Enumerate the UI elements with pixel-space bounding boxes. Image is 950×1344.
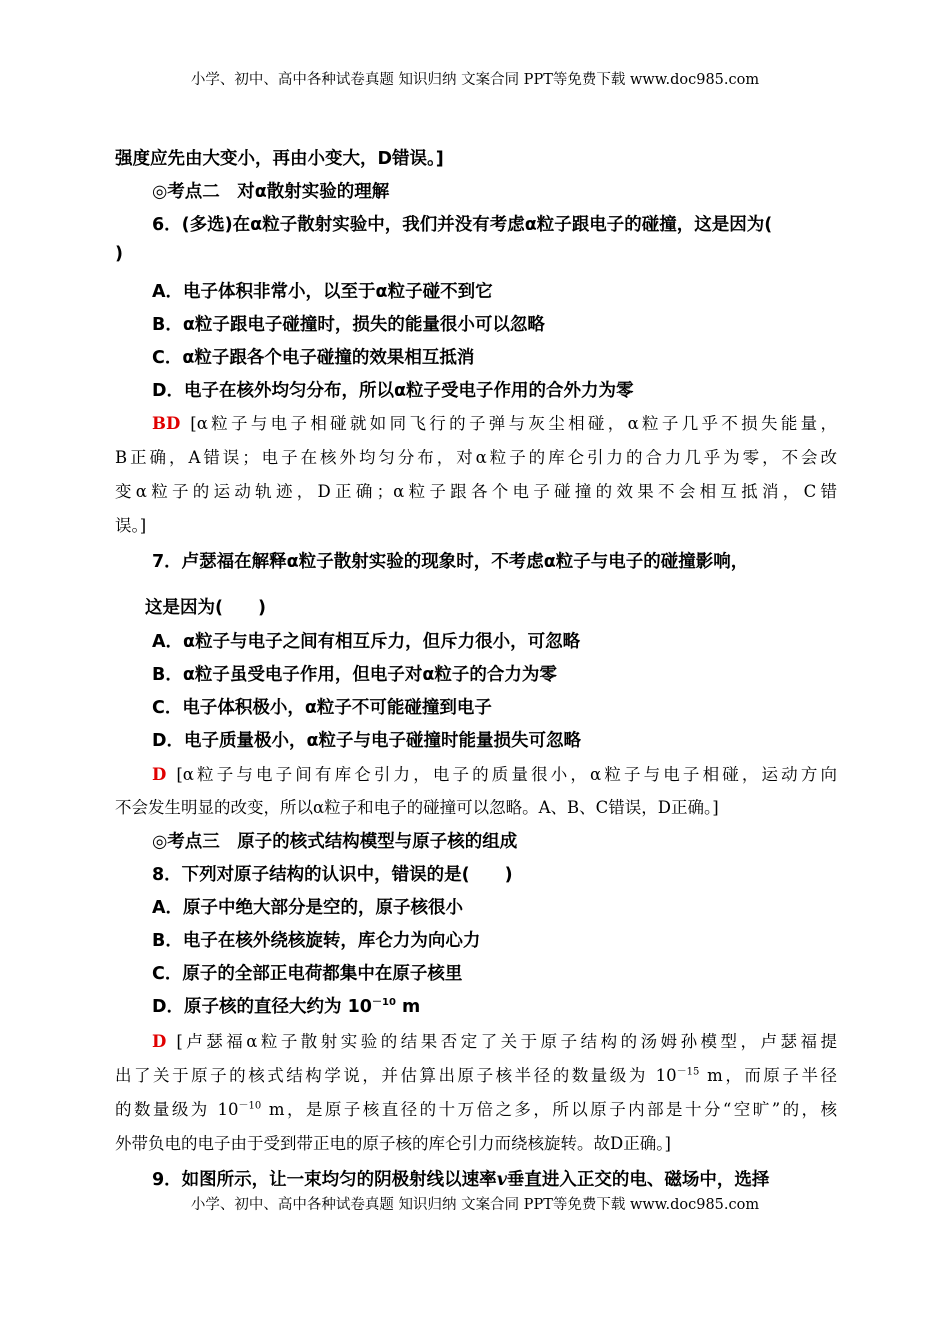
question-8-option-c: C．原子的全部正电荷都集中在原子核里 [152, 964, 463, 984]
answer-7-line-2: 不会发生明显的改变，所以α粒子和电子的碰撞可以忽略。A、B、C错误，D正确。] [115, 798, 719, 817]
option-text: D．原子核的直径大约为 10 [152, 997, 372, 1017]
question-9-stem [152, 1166, 837, 1191]
question-7-stem-end: 这是因为( ) [145, 598, 266, 618]
question-6-option-b: B．α粒子跟电子碰撞时，损失的能量很小可以忽略 [152, 315, 545, 335]
answer-6-line-1 [152, 410, 837, 434]
answer-8-line-3 [115, 1096, 837, 1120]
answer-6-text: [α粒子与电子相碰就如同飞行的子弹与灰尘相碰，α粒子几乎不损失能量， [190, 414, 837, 433]
answer-7-line-1 [152, 761, 837, 785]
answer-8-key: D [152, 1032, 167, 1051]
question-6-option-d: D．电子在核外均匀分布，所以α粒子受电子作用的合外力为零 [152, 381, 634, 401]
answer-8-line-1 [152, 1028, 837, 1052]
question-8-option-d [152, 993, 874, 1018]
answer-7-key: D [152, 765, 167, 784]
answer-6-line-3: 变α粒子的运动轨迹，D正确；α粒子跟各个电子碰撞的效果不会相互抵消，C错 [115, 482, 837, 501]
exponent: －10 [371, 997, 396, 1009]
question-6-option-a: A．电子体积非常小，以至于α粒子碰不到它 [152, 282, 493, 302]
answer-6-line-4: 误。] [115, 516, 147, 535]
velocity-symbol: v [496, 1170, 507, 1190]
section-heading: ◎考点二 对α散射实验的理解 [152, 182, 390, 202]
text: 的数量级为 10 [115, 1100, 239, 1119]
answer-7-text: [α粒子与电子间有库仑引力，电子的质量很小，α粒子与电子相碰，运动方向 [176, 765, 837, 784]
text: 出了关于原子的核式结构学说，并估算出原子核半径的数量级为 10 [115, 1066, 677, 1085]
page-footer: 小学、初中、高中各种试卷真题 知识归纳 文案合同 PPT等免费下载 www.doc985.com [190, 1197, 760, 1213]
answer-8-line-4: 外带负电的电子由于受到带正电的原子核的库仑引力而绕核旋转。故D正确。] [115, 1134, 671, 1153]
answer-6-line-2: B正确，A错误；电子在核外均匀分布，对α粒子的库仑引力的合力几乎为零，不会改 [115, 448, 837, 467]
answer-6-key: BD [152, 414, 181, 433]
section-heading: ◎考点三 原子的核式结构模型与原子核的组成 [152, 832, 518, 852]
text: 垂直进入正交的电、磁场中，选择 [506, 1170, 770, 1190]
question-8-option-a: A．原子中绝大部分是空的，原子核很小 [152, 898, 464, 918]
text: 9．如图所示，让一束均匀的阴极射线以速率 [152, 1170, 497, 1190]
question-6-stem: 6．(多选)在α粒子散射实验中，我们并没有考虑α粒子跟电子的碰撞，这是因为( [152, 215, 773, 235]
question-6-option-c: C．α粒子跟各个电子碰撞的效果相互抵消 [152, 348, 475, 368]
answer-8-line-2 [115, 1062, 837, 1086]
question-7-option-a: A．α粒子与电子之间有相互斥力，但斥力很小，可忽略 [152, 632, 581, 652]
question-7-option-c: C．电子体积极小，α粒子不可能碰撞到电子 [152, 698, 492, 718]
exponent: －15 [676, 1066, 700, 1078]
answer-8-text: [卢瑟福α粒子散射实验的结果否定了关于原子结构的汤姆孙模型，卢瑟福提 [176, 1032, 837, 1051]
question-8-stem: 8．下列对原子结构的认识中，错误的是( ) [152, 865, 513, 885]
question-6-stem-end: ) [115, 244, 123, 264]
text: m，是原子核直径的十万倍之多，所以原子内部是十分“空旷”的，核 [261, 1100, 837, 1119]
question-8-option-b: B．电子在核外绕核旋转，库仑力为向心力 [152, 931, 481, 951]
text: m，而原子半径 [699, 1066, 837, 1085]
question-7-option-d: D．电子质量极小，α粒子与电子碰撞时能量损失可忽略 [152, 731, 582, 751]
page-header: 小学、初中、高中各种试卷真题 知识归纳 文案合同 PPT等免费下载 www.doc985.com [190, 72, 760, 88]
question-7-stem: 7．卢瑟福在解释α粒子散射实验的现象时，不考虑α粒子与电子的碰撞影响， [152, 552, 749, 572]
exponent: －10 [238, 1100, 262, 1112]
text-line: 强度应先由大变小，再由小变大，D错误。] [115, 149, 444, 169]
unit: m [395, 997, 421, 1017]
question-7-option-b: B．α粒子虽受电子作用，但电子对α粒子的合力为零 [152, 665, 557, 685]
